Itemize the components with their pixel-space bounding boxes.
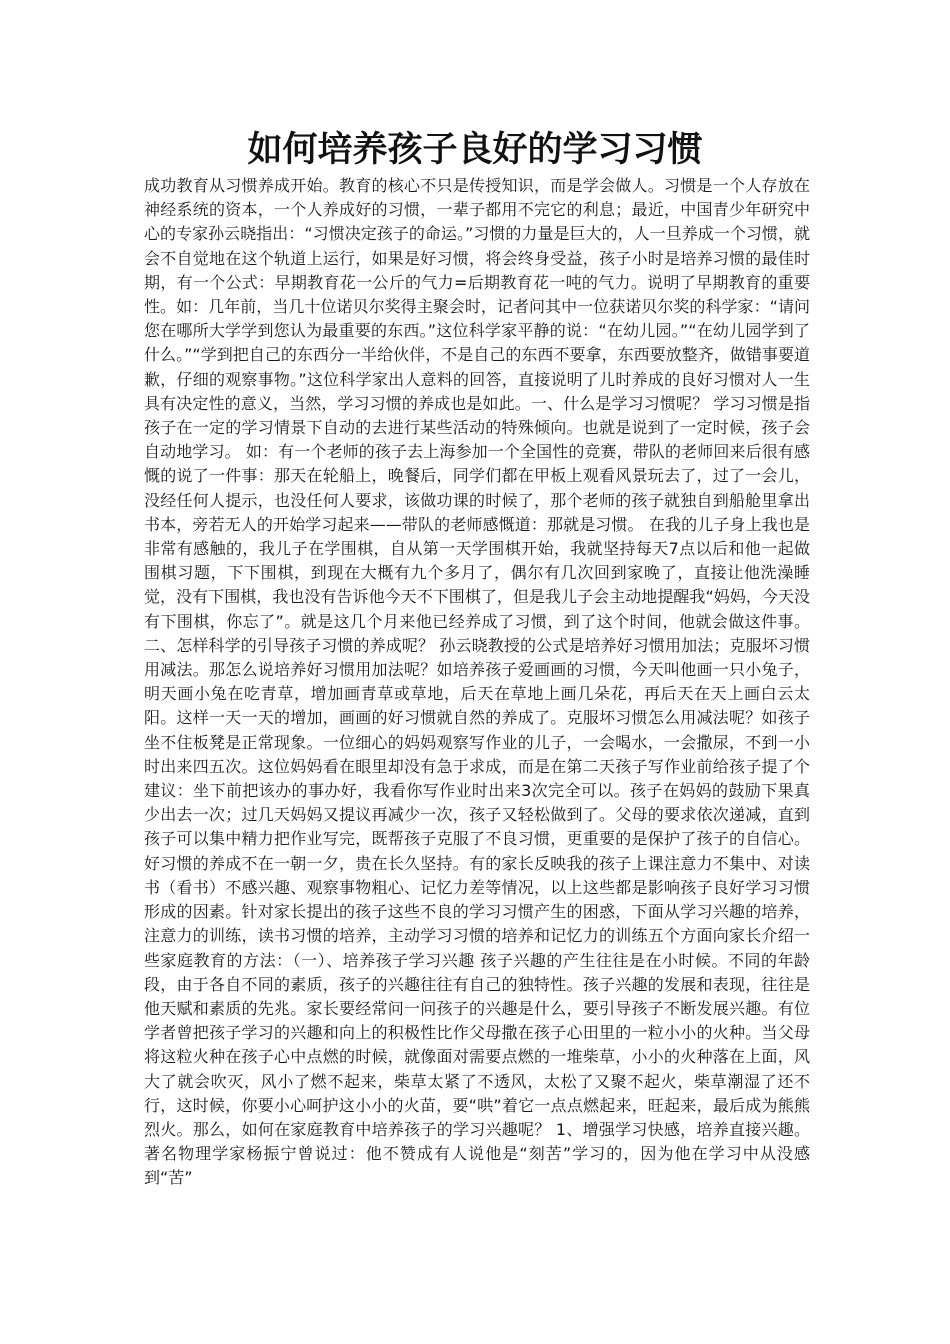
document-title: 如何培养孩子良好的学习习惯 [247,130,703,170]
document-body: 成功教育从习惯养成开始。教育的核心不只是传授知识，而是学会做人。习惯是一个人存放在神经系统的资本，一个人养成好的习惯，一辈子都用不完它的利息；最近，中国青少年研究中心的专家孙云晓指出：“习惯决定孩子的命运。”习惯的力量是巨大的，人一旦养成一个习惯，就会不自觉地在这个轨道上运行，如果是好习惯，将会终身受益，孩子小时是培养习惯的最佳时期，有一个公式：早期教育花一公斤的气力=后期教育花一吨的气力。说明了早期教育的重要性。如：几年前，当几十位诺贝尔奖得主聚会时，记者问其中一位获诺贝尔奖的科学家：“请问您在哪所大学学到您认为最重要的东西。”这位科学家平静的说：“在幼儿园。”“在幼儿园学到了什么。”“学到把自己的东西分一半给伙伴，不是自己的东西不要拿，东西要放整齐，做错事要道歉，仔细的观察事物。”这位科学家出人意料的回答，直接说明了儿时养成的良好习惯对人一生具有决定性的意义，当然，学习习惯的养成也是如此。一、什么是学习习惯呢？ 学习习惯是指孩子在一定的学习情景下自动的去进行某些活动的特殊倾向。也就是说到了一定时候，孩子会自动地学习。 如：有一个老师的孩子去上海参加一个全国性的竞赛，带队的老师回来后很有感慨的说了一件事：那天在轮船上，晚餐后，同学们都在甲板上观看风景玩去了，过了一会儿，没经任何人提示，也没任何人要求，该做功课的时候了，那个老师的孩子就独自到船舱里拿出书本，旁若无人的开始学习起来——带队的老师感慨道：那就是习惯。 在我的儿子身上我也是非常有感触的，我儿子在学围棋，自从第一天学围棋开始，我就坚持每天7点以后和他一起做围棋习题，下下围棋，到现在大概有九个多月了，偶尔有几次回到家晚了，直接让他洗澡睡觉，没有下围棋，我也没有告诉他今天不下围棋了，但是我儿子会主动地提醒我“妈妈，今天没有下围棋，你忘了”。就是这几个月来他已经养成了习惯，到了这个时间，他就会做这件事。 二、怎样科学的引导孩子习惯的养成呢？ 孙云晓教授的公式是培养好习惯用加法；克服坏习惯用减法。那怎么说培养好习惯用加法呢？如培养孩子爱画画的习惯，今天叫他画一只小兔子，明天画小兔在吃青草，增加画青草或草地，后天在草地上画几朵花，再后天在天上画白云太阳。这样一天一天的增加，画画的好习惯就自然的养成了。克服坏习惯怎么用减法呢？如孩子坐不住板凳是正常现象。一位细心的妈妈观察写作业的儿子，一会喝水，一会撒尿，不到一小时出来四五次。这位妈妈看在眼里却没有急于求成，而是在第二天孩子写作业前给孩子提了个建议：坐下前把该办的事办好，我看你写作业时出来3次完全可以。孩子在妈妈的鼓励下果真少出去一次；过几天妈妈又提议再减少一次，孩子又轻松做到了。父母的要求依次递减，直到孩子可以集中精力把作业写完，既帮孩子克服了不良习惯，更重要的是保护了孩子的自信心。好习惯的养成不在一朝一夕，贵在长久坚持。有的家长反映我的孩子上课注意力不集中、对读书（看书）不感兴趣、观察事物粗心、记忆力差等情况，以上这些都是影响孩子良好学习习惯形成的因素。针对家长提出的孩子这些不良的学习习惯产生的困惑，下面从学习兴趣的培养，注意力的训练，读书习惯的培养，主动学习习惯的培养和记忆力的训练五个方面向家长介绍一些家庭教育的方法：（一）、培养孩子学习兴趣 孩子兴趣的产生往往是在小时候。不同的年龄段，由于各自不同的素质，孩子的兴趣往往有自己的独特性。孩子兴趣的发展和表现，往往是他天赋和素质的先兆。家长要经常问一问孩子的兴趣是什么，要引导孩子不断发展兴趣。有位学者曾把孩子学习的兴趣和向上的积极性比作父母撒在孩子心田里的一粒小小的火种。当父母将这粒火种在孩子心中点燃的时候，就像面对需要点燃的一堆柴草，小小的火种落在上面，风大了就会吹灭，风小了燃不起来，柴草太紧了不透风，太松了又聚不起火，柴草潮湿了还不行，这时候，你要小心呵护这小小的火苗，要“哄”着它一点点燃起来，旺起来，最后成为熊熊烈火。那么，如何在家庭教育中培养孩子的学习兴趣呢？ 1、增强学习快感，培养直接兴趣。著名物理学家杨振宁曾说过：他不赞成有人说他是“刻苦”学习的，因为他在学习中从没感到“苦” [144,176,810,1188]
